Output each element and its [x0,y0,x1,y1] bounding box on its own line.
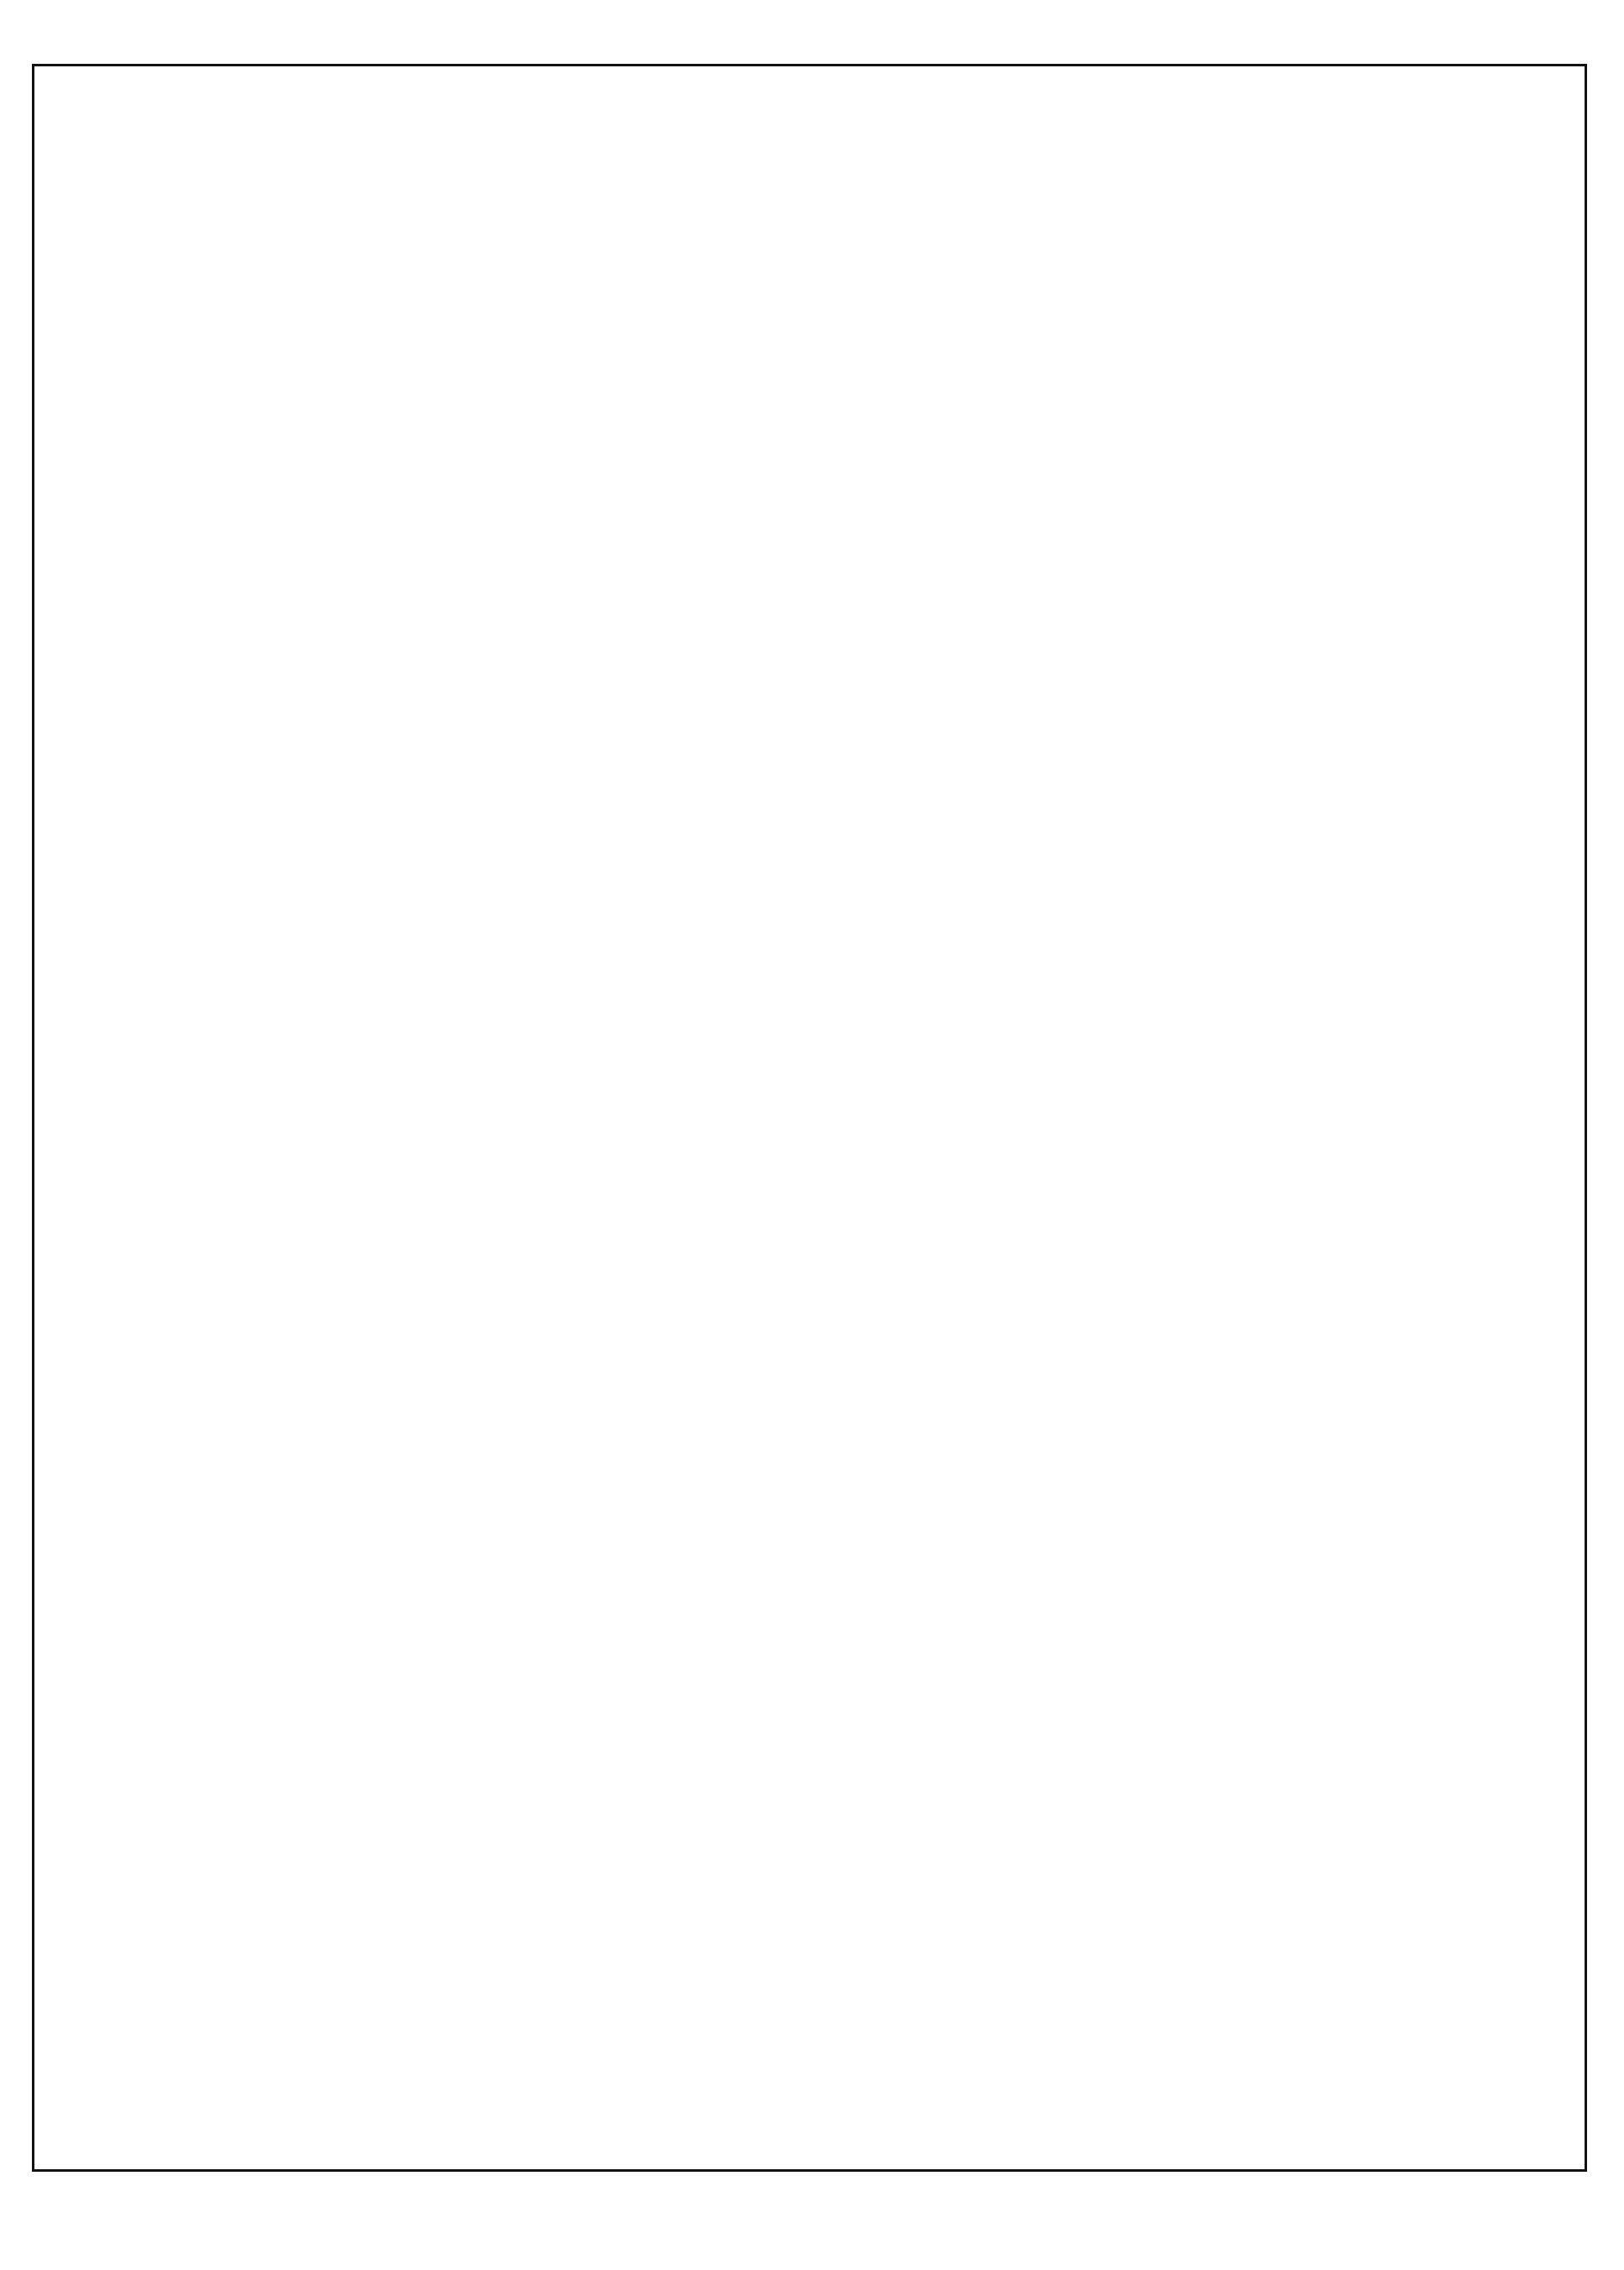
spec-table [32,64,1587,2172]
